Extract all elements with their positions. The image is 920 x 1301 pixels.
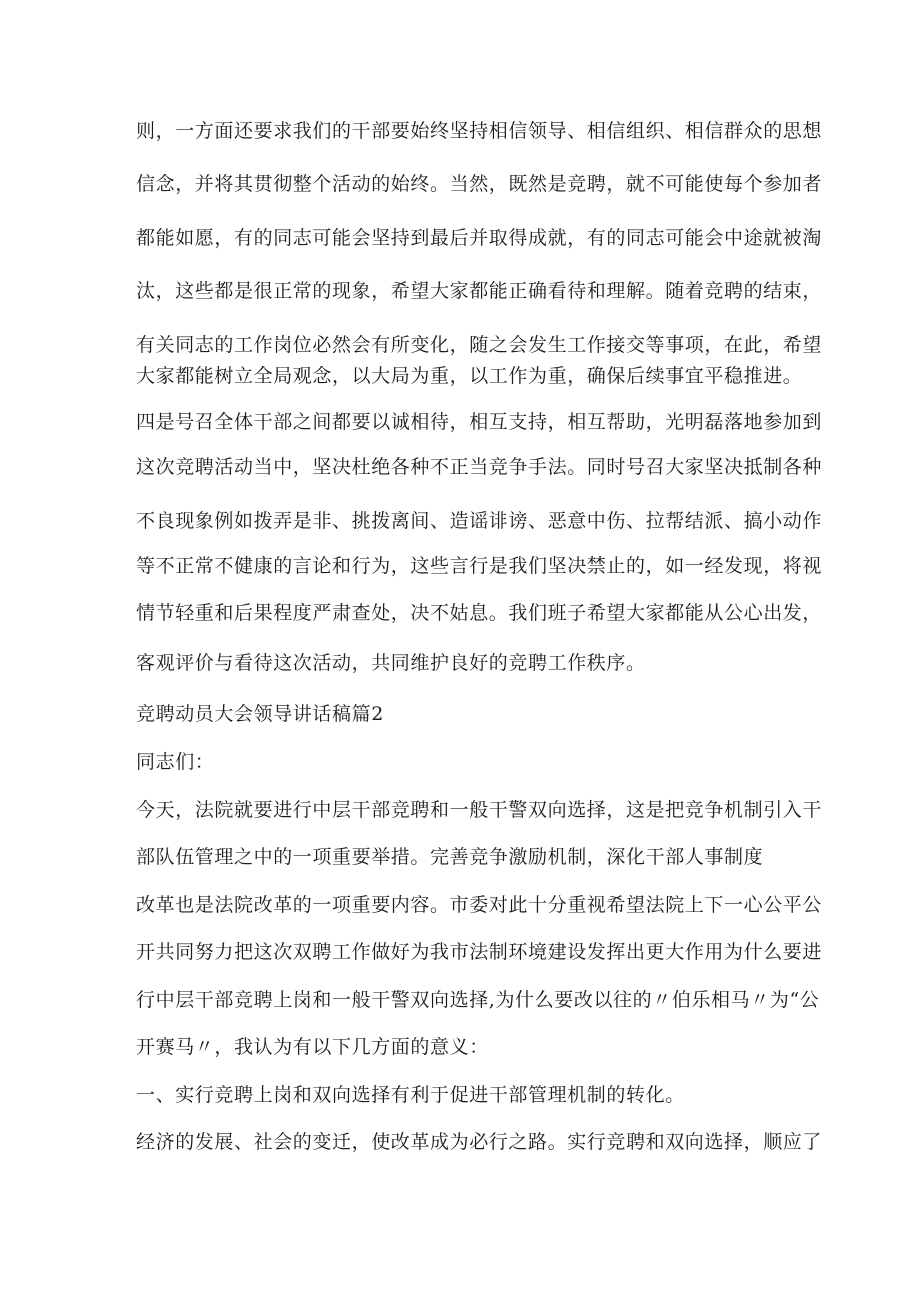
text-line: 开共同努力把这次双聘工作做好为我市法制环境建设发挥出更大作用为什么要进 — [136, 941, 823, 963]
text-line: 四是号召全体干部之间都要以诚相待，相互支持，相互帮助，光明磊落地参加到 — [136, 411, 823, 433]
subsection-heading: 一、实行竞聘上岗和双向选择有利于促进干部管理机制的转化。 — [136, 1084, 685, 1106]
text-line: 汰，这些都是很正常的现象，希望大家都能正确看待和理解。随着竞聘的结束， — [136, 280, 823, 302]
text-line: 经济的发展、社会的变迁，使改革成为必行之路。实行竞聘和双向选择，顺应了 — [136, 1131, 823, 1153]
text-line: 则，一方面还要求我们的干部要始终坚持相信领导、相信组织、相信群众的思想 — [136, 120, 823, 142]
text-line: 行中层干部竞聘上岗和一般干警双向选择,为什么要改以往的〃伯乐相马〃为“公 — [136, 989, 820, 1011]
text-line: 情节轻重和后果程度严肃查处，决不姑息。我们班子希望大家都能从公心出发， — [136, 602, 823, 624]
text-line: 信念，并将其贯彻整个活动的始终。当然，既然是竞聘，就不可能使每个参加者 — [136, 173, 823, 195]
text-line: 开赛马〃，我认为有以下几方面的意义： — [136, 1036, 489, 1058]
text-line: 改革也是法院改革的一项重要内容。市委对此十分重视希望法院上下一心公平公 — [136, 894, 823, 916]
text-line: 不良现象例如拨弄是非、挑拨离间、造谣诽谤、恶意中伤、拉帮结派、搞小动作 — [136, 510, 823, 532]
text-line: 这次竞聘活动当中，坚决杜绝各种不正当竞争手法。同时号召大家坚决抵制各种 — [136, 456, 823, 478]
text-line: 都能如愿，有的同志可能会坚持到最后并取得成就，有的同志可能会中途就被淘 — [136, 227, 823, 249]
text-line: 今天，法院就要进行中层干部竞聘和一般干警双向选择，这是把竞争机制引入干 — [136, 799, 823, 821]
text-line: 有关同志的工作岗位必然会有所变化，随之会发生工作接交等事项，在此，希望 — [136, 334, 823, 356]
text-line: 部队伍管理之中的一项重要举措。完善竞争激励机制，深化干部人事制度 — [136, 846, 764, 868]
section-heading: 竞聘动员大会领导讲话稿篇2 — [136, 703, 384, 725]
text-line: 大家都能树立全局观念，以大局为重，以工作为重，确保后续事宜平稳推进。 — [136, 365, 803, 387]
text-line: 等不正常不健康的言论和行为，这些言行是我们坚决禁止的，如一经发现，将视 — [136, 555, 823, 577]
salutation: 同志们： — [136, 751, 215, 773]
text-line: 客观评价与看待这次活动，共同维护良好的竞聘工作秩序。 — [136, 652, 646, 674]
